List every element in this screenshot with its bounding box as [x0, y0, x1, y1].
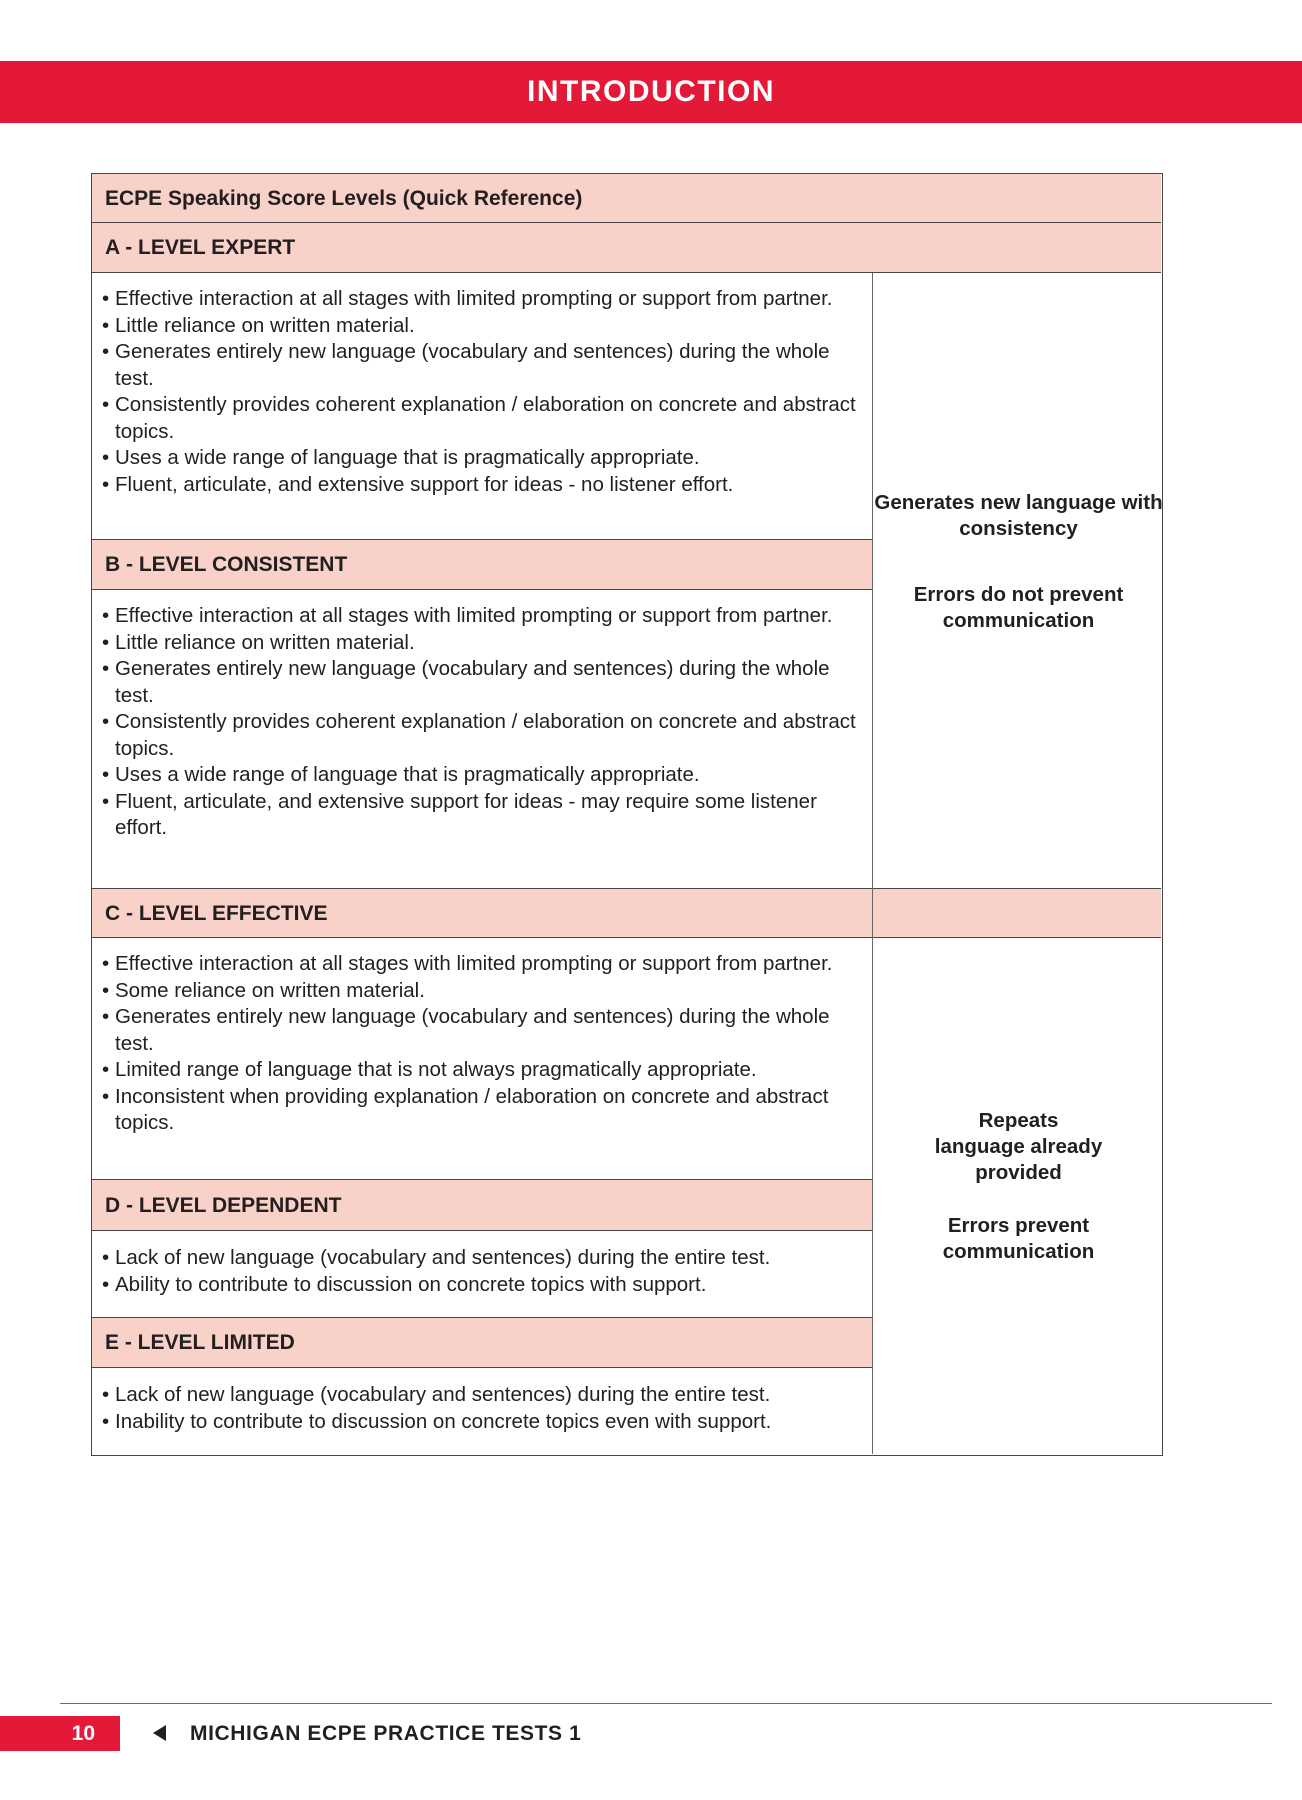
side-note-lower-1: Repeats language already provided: [934, 1109, 1103, 1184]
list-item: • Fluent, articulate, and extensive support for ideas - no listener effort.: [102, 472, 734, 496]
list-item: • Generates entirely new language (vocabulary and sentences) during the whole test.: [102, 1005, 830, 1055]
page-number-badge: 10: [0, 1716, 120, 1751]
list-item: • Little reliance on written material.: [102, 630, 415, 654]
level-d-list: [102, 1245, 863, 1298]
list-item: • Uses a wide range of language that is pragmatically appropriate.: [102, 763, 700, 786]
level-c-body: [92, 938, 873, 1180]
list-item: • Some reliance on written material.: [102, 978, 425, 1002]
level-b-header: B - LEVEL CONSISTENT: [92, 540, 873, 590]
level-e-header: E - LEVEL LIMITED: [92, 1318, 873, 1368]
list-item: • Inconsistent when providing explanation / elaboration on concrete and abstract topics.: [102, 1084, 829, 1134]
footer-divider: [60, 1703, 1272, 1704]
list-item: • Effective interaction at all stages with limited prompting or support from partner.: [102, 287, 833, 310]
list-item: • Ability to contribute to discussion on concrete topics with support.: [102, 1272, 707, 1296]
section-header-bar: [0, 61, 1302, 123]
level-b-list: [102, 603, 863, 842]
list-item: • Little reliance on written material.: [102, 313, 415, 337]
level-c-header: C - LEVEL EFFECTIVE: [92, 889, 873, 938]
list-item: • Generates entirely new language (vocabulary and sentences) during the whole test.: [102, 340, 830, 390]
list-item: • Consistently provides coherent explanation / elaboration on concrete and abstract topics.: [102, 710, 856, 760]
list-item: • Generates entirely new language (vocabulary and sentences) during the whole test.: [102, 657, 830, 707]
level-a-list: [102, 286, 863, 498]
list-item: • Fluent, articulate, and extensive support for ideas - may require some listener effort.: [102, 789, 817, 839]
level-a-body: [92, 273, 873, 540]
list-item: • Limited range of language that is not always pragmatically appropriate.: [102, 1058, 757, 1081]
list-item: • Effective interaction at all stages with limited prompting or support from partner.: [102, 952, 833, 975]
score-levels-table: [91, 173, 1163, 1456]
section-title: INTRODUCTION: [527, 75, 775, 108]
level-b-body: [92, 590, 873, 889]
list-item: • Consistently provides coherent explanation / elaboration on concrete and abstract topics.: [102, 393, 856, 443]
left-triangle-icon: [153, 1725, 166, 1741]
side-note-lower-2: Errors prevent communication: [942, 1214, 1095, 1263]
list-item: • Effective interaction at all stages with limited prompting or support from partner.: [102, 604, 833, 627]
level-e-list: [102, 1382, 863, 1435]
level-d-body: [92, 1231, 873, 1318]
book-title: MICHIGAN ECPE PRACTICE TESTS 1: [190, 1722, 582, 1745]
level-c-list: [102, 951, 863, 1137]
level-e-body: [92, 1368, 873, 1454]
level-a-header: A - LEVEL EXPERT: [92, 223, 1161, 273]
list-item: • Lack of new language (vocabulary and sentences) during the entire test.: [102, 1246, 771, 1269]
list-item: • Inability to contribute to discussion on concrete topics even with support.: [102, 1409, 772, 1433]
level-d-header: D - LEVEL DEPENDENT: [92, 1180, 873, 1231]
list-item: • Uses a wide range of language that is pragmatically appropriate.: [102, 446, 700, 469]
level-c-header-side: [873, 889, 1161, 938]
table-title: ECPE Speaking Score Levels (Quick Reference): [92, 174, 1161, 223]
list-item: • Lack of new language (vocabulary and sentences) during the entire test.: [102, 1383, 771, 1406]
side-note-upper-1: Generates new language with consistency: [874, 491, 1163, 540]
side-note-upper-2: Errors do not prevent communication: [913, 583, 1124, 632]
